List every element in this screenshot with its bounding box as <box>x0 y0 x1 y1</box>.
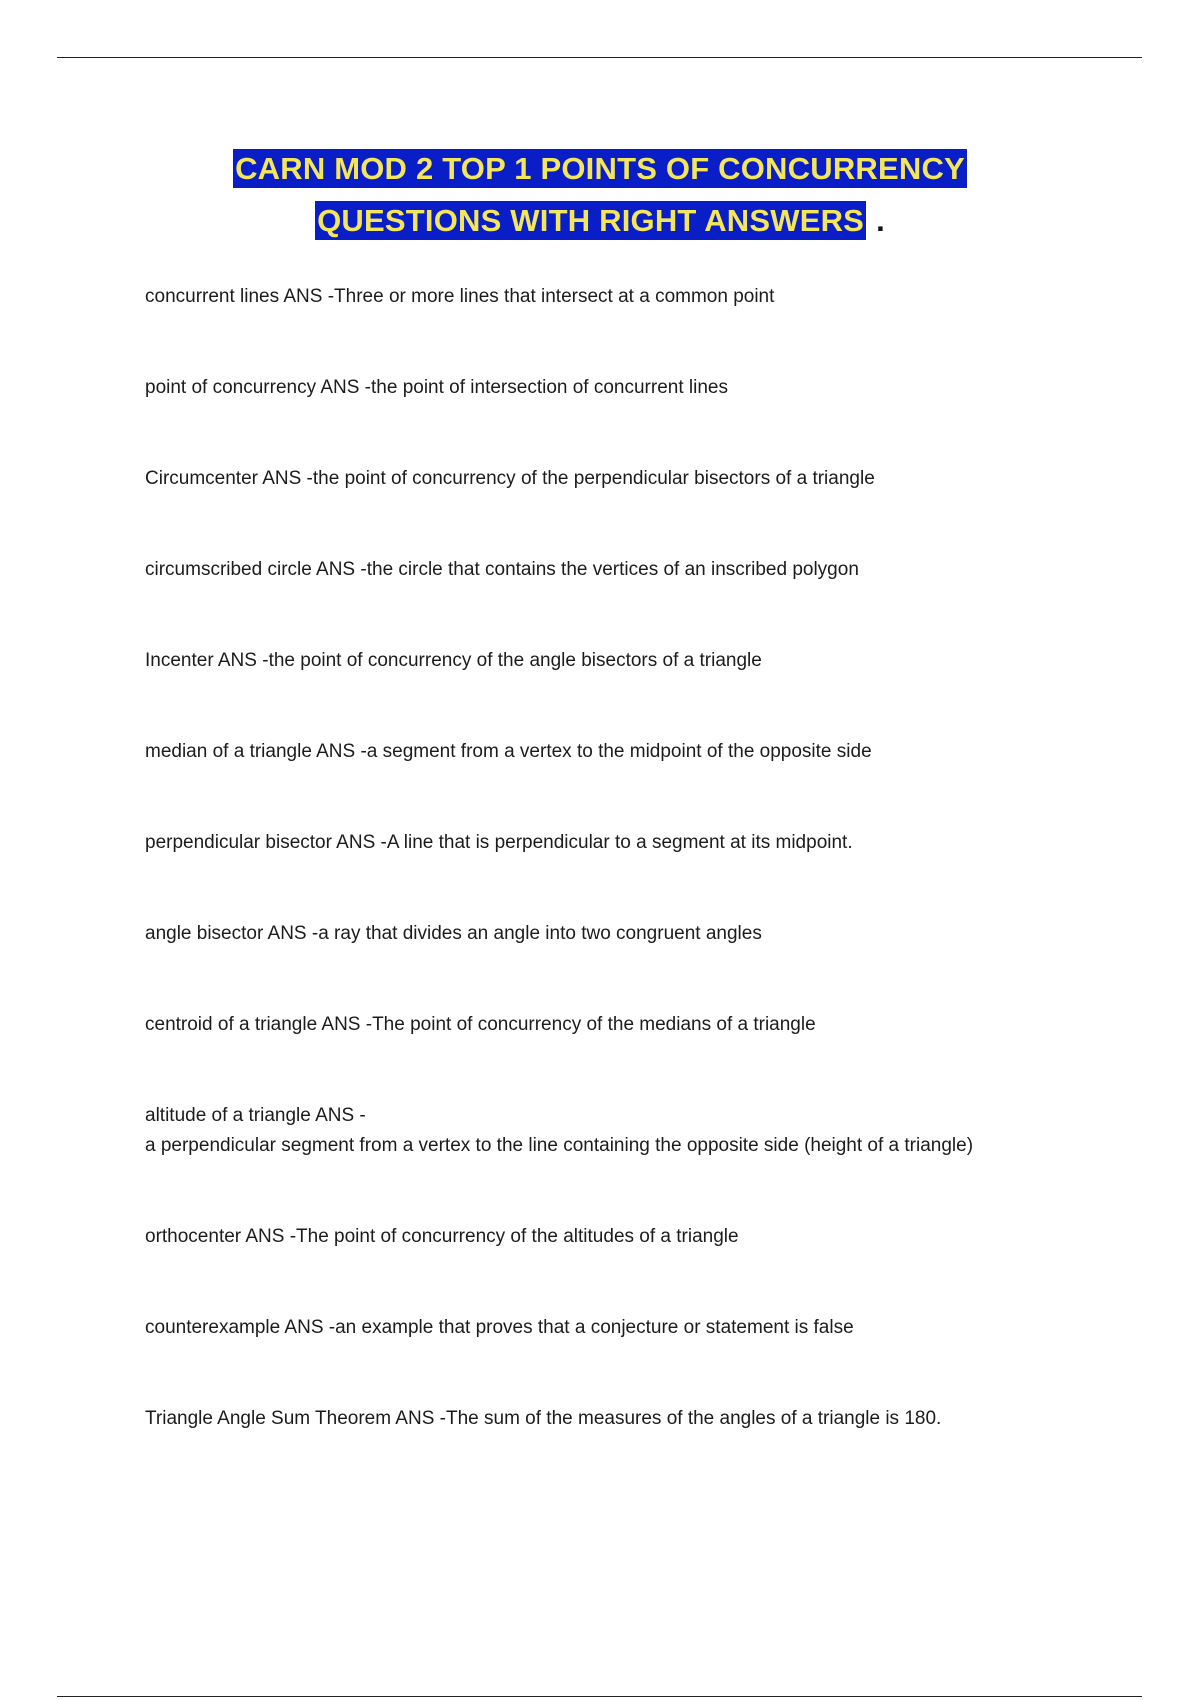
qa-item <box>145 282 1085 312</box>
qa-answer: The point of concurrency of the medians of a triangle <box>372 1014 816 1035</box>
qa-answer: an example that proves that a conjecture or statement is false <box>335 1317 854 1338</box>
bottom-rule <box>57 1696 1142 1697</box>
qa-item <box>145 1404 1085 1434</box>
qa-term: angle bisector ANS - <box>145 923 319 944</box>
qa-answer: a perpendicular segment from a vertex to the line containing the opposite side (height of a triangle) <box>145 1135 974 1156</box>
qa-item <box>145 646 1085 676</box>
document-title <box>0 143 1200 247</box>
qa-item <box>145 373 1085 403</box>
qa-answer: A line that is perpendicular to a segment at its midpoint. <box>386 832 853 853</box>
title-line-2 <box>0 195 1200 247</box>
qa-term: orthocenter ANS - <box>145 1226 297 1247</box>
qa-answer: the point of concurrency of the angle bisectors of a triangle <box>268 650 762 671</box>
qa-item <box>145 737 1085 767</box>
qa-answer: the point of concurrency of the perpendicular bisectors of a triangle <box>312 468 875 489</box>
title-highlight-2: QUESTIONS WITH RIGHT ANSWERS <box>317 203 865 238</box>
qa-answer: the point of intersection of concurrent lines <box>371 377 728 398</box>
qa-list <box>145 282 1085 1495</box>
qa-answer: a segment from a vertex to the midpoint of the opposite side <box>366 741 872 762</box>
qa-answer: a ray that divides an angle into two congruent angles <box>318 923 762 944</box>
title-suffix: . <box>876 203 885 238</box>
qa-term: circumscribed circle ANS - <box>145 559 367 580</box>
qa-answer: The sum of the measures of the angles of a triangle is 180. <box>445 1408 942 1429</box>
top-rule <box>57 57 1142 58</box>
qa-term: altitude of a triangle ANS - <box>145 1105 366 1126</box>
qa-item <box>145 464 1085 494</box>
qa-item <box>145 1010 1085 1040</box>
qa-item <box>145 1222 1085 1252</box>
qa-term: counterexample ANS - <box>145 1317 336 1338</box>
qa-answer: The point of concurrency of the altitudes of a triangle <box>296 1226 739 1247</box>
qa-answer: the circle that contains the vertices of an inscribed polygon <box>366 559 859 580</box>
qa-term: median of a triangle ANS - <box>145 741 367 762</box>
qa-term: point of concurrency ANS - <box>145 377 371 398</box>
qa-item <box>145 828 1085 858</box>
qa-answer: Three or more lines that intersect at a common point <box>334 286 775 307</box>
qa-item <box>145 1313 1085 1343</box>
title-highlight-1: CARN MOD 2 TOP 1 POINTS OF CONCURRENCY <box>235 151 965 186</box>
qa-term: concurrent lines ANS - <box>145 286 335 307</box>
qa-term: perpendicular bisector ANS - <box>145 832 387 853</box>
qa-item <box>145 919 1085 949</box>
qa-item <box>145 1101 1085 1161</box>
qa-term: Incenter ANS - <box>145 650 269 671</box>
qa-term: centroid of a triangle ANS - <box>145 1014 373 1035</box>
qa-item <box>145 555 1085 585</box>
qa-term: Circumcenter ANS - <box>145 468 313 489</box>
title-line-1 <box>0 143 1200 195</box>
qa-term: Triangle Angle Sum Theorem ANS - <box>145 1408 446 1429</box>
